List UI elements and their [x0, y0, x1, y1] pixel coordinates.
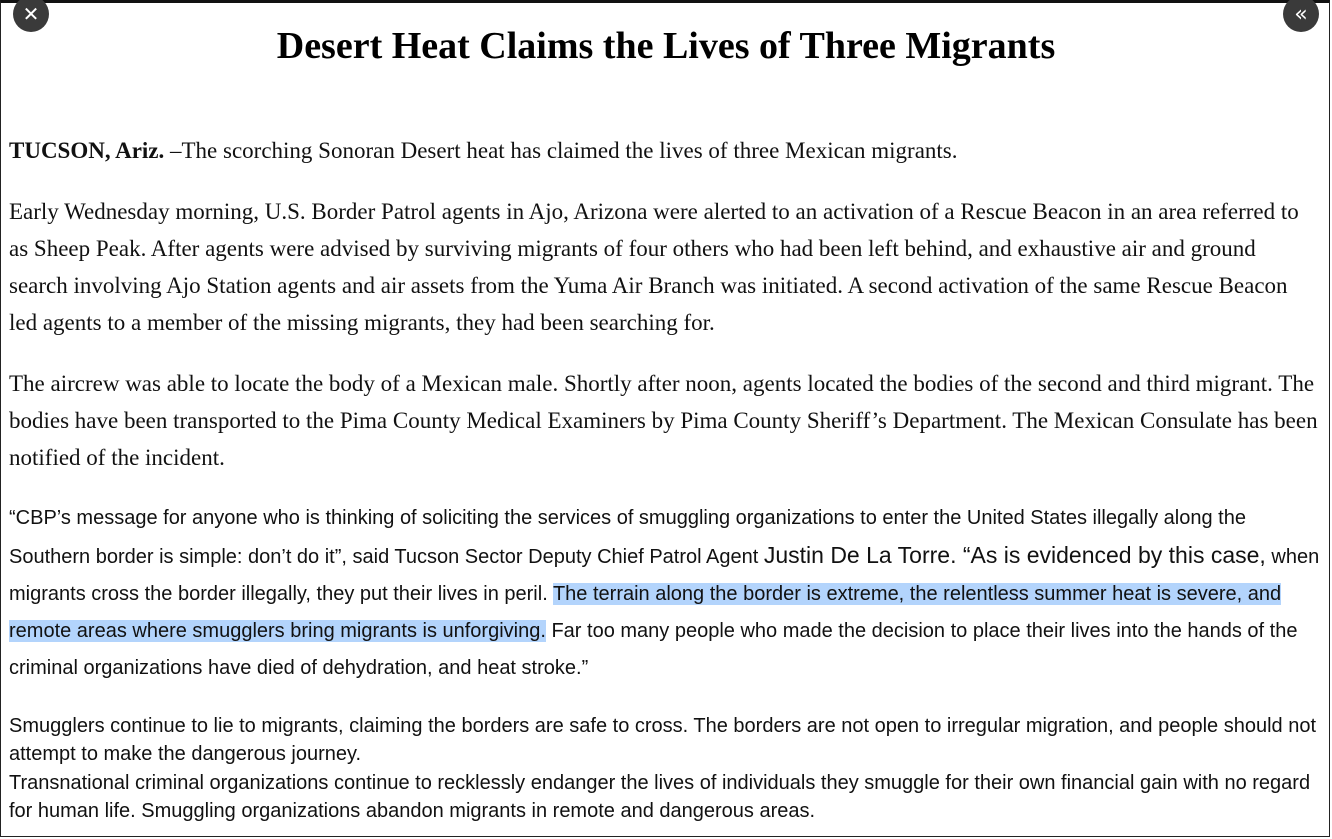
paragraph-5: Smugglers continue to lie to migrants, claiming the borders are safe to cross. The borders are not open to irregular migration, and people should not attempt to make the dangerous journey.: [9, 715, 1317, 765]
highlighted-selection: The terrain along the border is extreme, the relentless summer heat is severe, and remote areas where smugglers bring migrants is unforgiving.: [9, 583, 1282, 642]
article-title: Desert Heat Claims the Lives of Three Migrants: [276, 25, 1056, 67]
paragraph-2: Early Wednesday morning, U.S. Border Patrol agents in Ajo, Arizona were alerted to an activation of a Rescue Beacon in an area referred to as Sheep Peak. After agents were advised by surviving migrants of four others who had been left behind, and exhaustive air and ground search involving Ajo Station agents and air assets from the Yuma Air Branch was initiated. A second activation of the same Rescue Beacon led agents to a member of the missing migrants, they had been searching for.: [9, 199, 1299, 335]
paragraph-dateline: [9, 132, 1319, 169]
quote-part-3: when migrants cross the border illegally, they put their lives in peril.: [9, 546, 1320, 605]
quote-part-1: “CBP’s message for anyone who is thinking of soliciting the services of smuggling organizations to enter the United States illegally along the Southern border is simple: don’t do it”, said Tucson Sector Deputy Chief Patrol Agent: [9, 507, 1246, 568]
quote-part-4: Far too many people who made the decision to place their lives into the hands of the criminal organizations have died of dehydration, and heat stroke.”: [9, 620, 1298, 679]
quote-paragraph: [9, 500, 1321, 687]
paragraph-6: Transnational criminal organizations continue to recklessly endanger the lives of individuals they smuggle for their own financial gain with no regard for human life. Smuggling organizations abandon migrants in remote and dangerous areas.: [9, 772, 1311, 822]
double-chevron-left-icon: «: [1294, 1, 1308, 27]
dateline: TUCSON, Ariz.: [9, 138, 165, 163]
paragraph-3: The aircrew was able to locate the body of a Mexican male. Shortly after noon, agents located the bodies of the second and third migrant. The bodies have been transported to the Pima County Medical Examiners by Pima County Sheriff’s Department. The Mexican Consulate has been notified of the incident.: [9, 371, 1318, 470]
dateline-text: –The scorching Sonoran Desert heat has claimed the lives of three Mexican migrants.: [164, 138, 958, 163]
close-icon: ✕: [22, 2, 40, 26]
quote-part-2: Justin De La Torre. “As is evidenced by this case,: [763, 542, 1266, 568]
